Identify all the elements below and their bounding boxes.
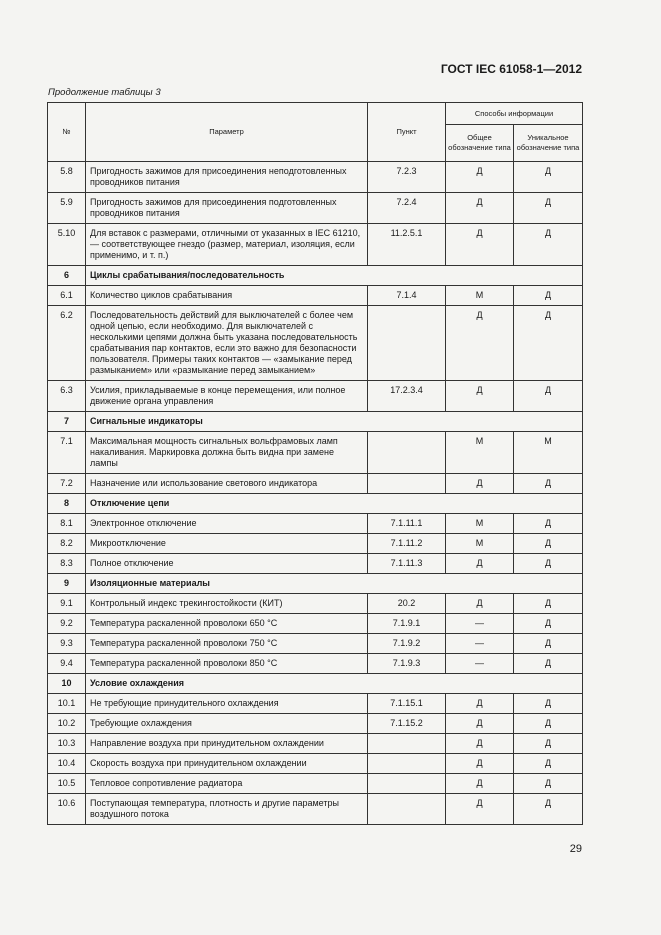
row-number: 6.1 (48, 286, 86, 306)
table-row (48, 594, 583, 614)
row-clause: 7.1.9.2 (368, 634, 446, 654)
row-number: 5.9 (48, 193, 86, 224)
row-unique-type: Д (514, 474, 583, 494)
row-parameter: Температура раскаленной проволоки 850 °С (86, 654, 368, 674)
row-parameter: Усилия, прикладываемые в конце перемещения, или полное движение органа управления (86, 381, 368, 412)
table-row (48, 534, 583, 554)
row-parameter: Назначение или использование светового индикатора (86, 474, 368, 494)
row-parameter: Электронное отключение (86, 514, 368, 534)
row-number: 9.2 (48, 614, 86, 634)
row-number: 5.10 (48, 224, 86, 266)
row-parameter: Тепловое сопротивление радиатора (86, 774, 368, 794)
row-unique-type: Д (514, 594, 583, 614)
row-parameter: Не требующие принудительного охлаждения (86, 694, 368, 714)
section-title: Сигнальные индикаторы (86, 412, 583, 432)
row-general-type: Д (446, 794, 514, 825)
row-clause: 7.1.15.2 (368, 714, 446, 734)
row-clause: 7.1.9.1 (368, 614, 446, 634)
table-row (48, 794, 583, 825)
row-general-type: Д (446, 694, 514, 714)
row-parameter: Микроотключение (86, 534, 368, 554)
row-parameter: Направление воздуха при принудительном охлаждении (86, 734, 368, 754)
header-general-type: Общее обозначение типа (446, 125, 514, 162)
row-unique-type: Д (514, 714, 583, 734)
row-clause (368, 774, 446, 794)
row-parameter: Полное отключение (86, 554, 368, 574)
section-title: Отключение цепи (86, 494, 583, 514)
section-row (48, 574, 583, 594)
table-row (48, 774, 583, 794)
row-general-type: — (446, 614, 514, 634)
row-clause: 7.1.4 (368, 286, 446, 306)
row-general-type: Д (446, 734, 514, 754)
row-parameter: Последовательность действий для выключателей с более чем одной цепью, если необходимо. Для выключателей с несколькими цепями должна быть указана последовательность срабатывания пар контактов, если это важно для безопасности пользователя. Примеры таких контактов — «замыкание перед размыканием» или «размыкание перед замыканием» (86, 306, 368, 381)
row-clause: 7.2.3 (368, 162, 446, 193)
row-unique-type: Д (514, 306, 583, 381)
row-clause (368, 432, 446, 474)
row-unique-type: Д (514, 634, 583, 654)
row-clause: 7.1.15.1 (368, 694, 446, 714)
row-parameter: Требующие охлаждения (86, 714, 368, 734)
row-number: 7.2 (48, 474, 86, 494)
header-clause: Пункт (368, 103, 446, 162)
specification-table (47, 102, 583, 825)
row-unique-type: Д (514, 654, 583, 674)
row-clause (368, 794, 446, 825)
table-caption: Продолжение таблицы 3 (48, 87, 161, 98)
row-parameter: Контрольный индекс трекингостойкости (КИТ) (86, 594, 368, 614)
table-row (48, 474, 583, 494)
row-unique-type: Д (514, 794, 583, 825)
row-number: 8.3 (48, 554, 86, 574)
table-row (48, 306, 583, 381)
row-number: 9.3 (48, 634, 86, 654)
row-unique-type: Д (514, 162, 583, 193)
row-general-type: Д (446, 306, 514, 381)
page-number: 29 (569, 843, 582, 855)
row-clause: 11.2.5.1 (368, 224, 446, 266)
row-clause: 7.1.11.2 (368, 534, 446, 554)
row-unique-type: Д (514, 554, 583, 574)
row-general-type: М (446, 286, 514, 306)
table-row (48, 714, 583, 734)
row-general-type: Д (446, 754, 514, 774)
row-parameter: Для вставок с размерами, отличными от указанных в IEC 61210, — соответствующее гнездо (размер, материал, изоляция, если применимо, и т. п.) (86, 224, 368, 266)
row-clause (368, 474, 446, 494)
row-clause (368, 306, 446, 381)
header-number: № (48, 103, 86, 162)
row-unique-type: Д (514, 286, 583, 306)
table-header (48, 103, 583, 162)
section-row (48, 412, 583, 432)
row-clause: 7.1.11.1 (368, 514, 446, 534)
header-info-methods: Способы информации (446, 103, 583, 125)
table-row (48, 193, 583, 224)
row-parameter: Температура раскаленной проволоки 750 °С (86, 634, 368, 654)
document-code: ГОСТ IEC 61058-1—2012 (440, 62, 582, 76)
row-number: 5.8 (48, 162, 86, 193)
row-general-type: Д (446, 162, 514, 193)
row-unique-type: Д (514, 534, 583, 554)
row-parameter: Максимальная мощность сигнальных вольфрамовых ламп накаливания. Маркировка должна быть видна при замене лампы (86, 432, 368, 474)
row-general-type: М (446, 534, 514, 554)
row-number: 10.2 (48, 714, 86, 734)
section-number: 8 (48, 494, 86, 514)
table-row (48, 432, 583, 474)
row-number: 6.2 (48, 306, 86, 381)
row-number: 10.6 (48, 794, 86, 825)
row-clause (368, 734, 446, 754)
row-unique-type: Д (514, 381, 583, 412)
row-number: 6.3 (48, 381, 86, 412)
row-clause: 7.2.4 (368, 193, 446, 224)
row-number: 7.1 (48, 432, 86, 474)
table-row (48, 162, 583, 193)
row-unique-type: Д (514, 224, 583, 266)
header-unique-type: Уникальное обозначение типа (514, 125, 583, 162)
row-number: 9.4 (48, 654, 86, 674)
section-row (48, 266, 583, 286)
row-number: 8.1 (48, 514, 86, 534)
section-number: 7 (48, 412, 86, 432)
row-clause: 7.1.11.3 (368, 554, 446, 574)
row-general-type: Д (446, 594, 514, 614)
table-row (48, 694, 583, 714)
table-row (48, 554, 583, 574)
row-unique-type: Д (514, 774, 583, 794)
row-general-type: — (446, 634, 514, 654)
row-unique-type: М (514, 432, 583, 474)
row-parameter: Температура раскаленной проволоки 650 °С (86, 614, 368, 634)
row-clause: 20.2 (368, 594, 446, 614)
row-number: 10.3 (48, 734, 86, 754)
row-unique-type: Д (514, 754, 583, 774)
table-row (48, 734, 583, 754)
row-general-type: Д (446, 714, 514, 734)
row-general-type: Д (446, 193, 514, 224)
table-row (48, 381, 583, 412)
row-general-type: Д (446, 474, 514, 494)
row-general-type: Д (446, 554, 514, 574)
row-general-type: — (446, 654, 514, 674)
row-number: 10.5 (48, 774, 86, 794)
section-title: Условие охлаждения (86, 674, 583, 694)
row-clause: 17.2.3.4 (368, 381, 446, 412)
row-parameter: Скорость воздуха при принудительном охлаждении (86, 754, 368, 774)
table-row (48, 514, 583, 534)
section-number: 10 (48, 674, 86, 694)
row-unique-type: Д (514, 514, 583, 534)
section-title: Циклы срабатывания/последовательность (86, 266, 583, 286)
table-row (48, 614, 583, 634)
row-parameter: Пригодность зажимов для присоединения неподготовленных проводников питания (86, 162, 368, 193)
row-unique-type: Д (514, 614, 583, 634)
table-row (48, 754, 583, 774)
row-parameter: Поступающая температура, плотность и другие параметры воздушного потока (86, 794, 368, 825)
row-general-type: Д (446, 774, 514, 794)
header-parameter: Параметр (86, 103, 368, 162)
section-row (48, 494, 583, 514)
row-unique-type: Д (514, 694, 583, 714)
table-row (48, 654, 583, 674)
section-row (48, 674, 583, 694)
row-number: 8.2 (48, 534, 86, 554)
section-number: 6 (48, 266, 86, 286)
row-clause (368, 754, 446, 774)
row-number: 10.4 (48, 754, 86, 774)
section-title: Изоляционные материалы (86, 574, 583, 594)
row-general-type: М (446, 514, 514, 534)
row-parameter: Количество циклов срабатывания (86, 286, 368, 306)
row-clause: 7.1.9.3 (368, 654, 446, 674)
row-general-type: М (446, 432, 514, 474)
row-unique-type: Д (514, 734, 583, 754)
row-parameter: Пригодность зажимов для присоединения подготовленных проводников питания (86, 193, 368, 224)
table-row (48, 224, 583, 266)
section-number: 9 (48, 574, 86, 594)
row-unique-type: Д (514, 193, 583, 224)
table-row (48, 634, 583, 654)
row-number: 9.1 (48, 594, 86, 614)
row-general-type: Д (446, 224, 514, 266)
row-number: 10.1 (48, 694, 86, 714)
row-general-type: Д (446, 381, 514, 412)
table-body (48, 162, 583, 825)
table-row (48, 286, 583, 306)
